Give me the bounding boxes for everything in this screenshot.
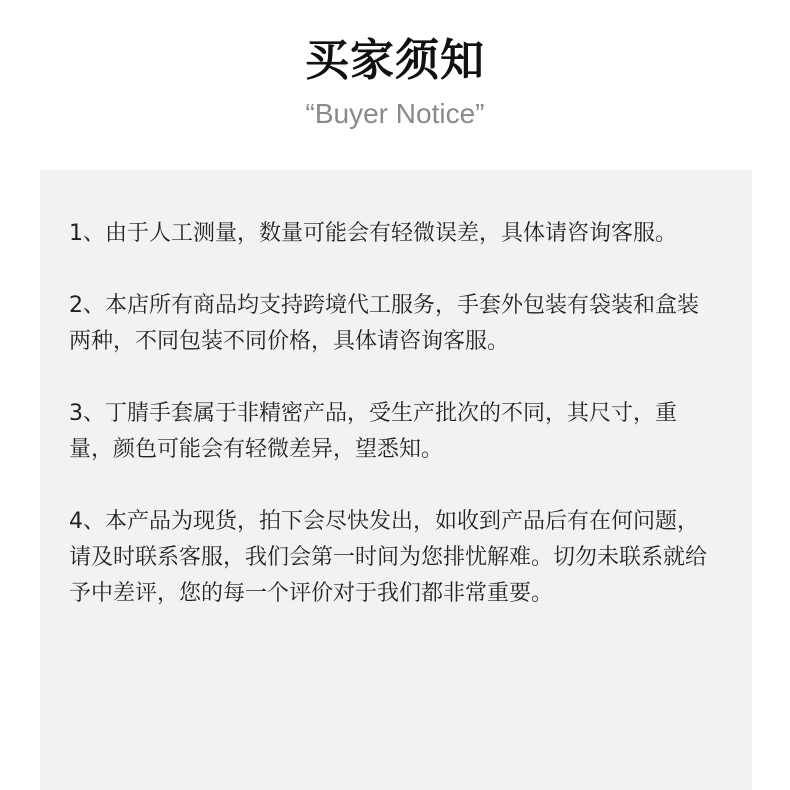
page-title: 买家须知 (305, 35, 485, 86)
page-subtitle: “Buyer Notice” (305, 98, 485, 129)
page-header (0, 0, 790, 170)
notice-list (69, 216, 719, 648)
notice-item-2: 2、本店所有商品均支持跨境代工服务，手套外包装有袋装和盒装两种，不同包装不同价格，具体请咨询客服。 (69, 293, 699, 354)
notice-item-3: 3、丁腈手套属于非精密产品，受生产批次的不同，其尺寸，重量，颜色可能会有轻微差异，望悉知。 (69, 401, 677, 462)
notice-panel (40, 170, 752, 790)
notice-item-4: 4、本产品为现货，拍下会尽快发出，如收到产品后有在何问题，请及时联系客服，我们会第一时间为您排忧解难。切勿未联系就给予中差评，您的每一个评价对于我们都非常重要。 (69, 509, 708, 606)
notice-item-1: 1、由于人工测量，数量可能会有轻微误差，具体请咨询客服。 (69, 221, 677, 246)
